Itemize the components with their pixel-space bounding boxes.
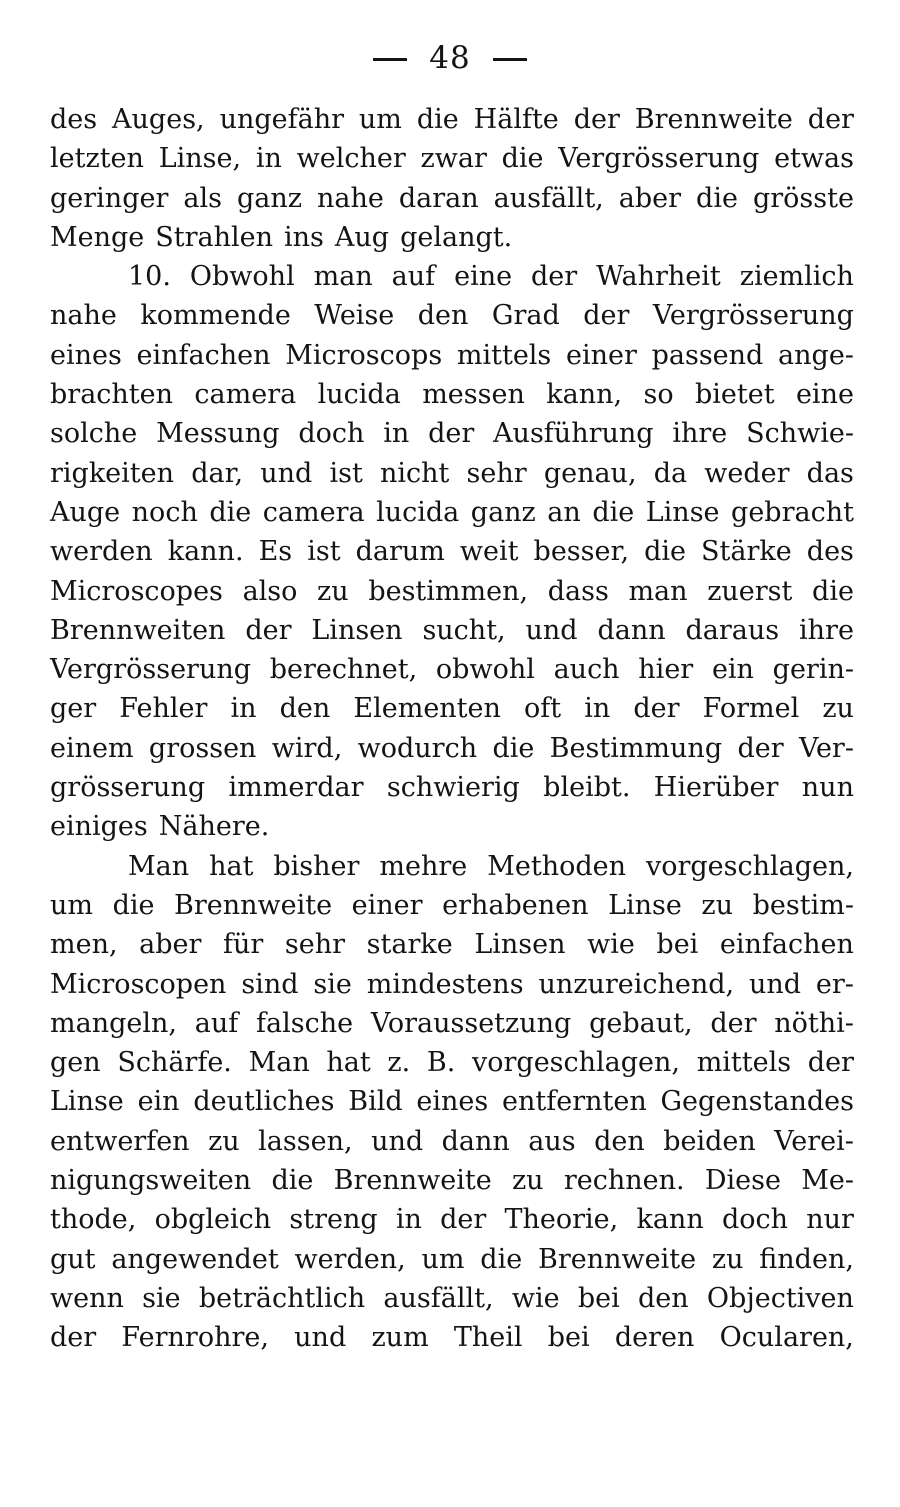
word: die: [492, 732, 535, 764]
word: berechnet,: [269, 654, 418, 686]
word: Brennweiten: [50, 614, 226, 646]
word: auf: [194, 1007, 239, 1039]
word: man: [628, 575, 688, 607]
word: camera: [194, 379, 297, 411]
word: eines: [416, 1086, 489, 1118]
word: Brennweite: [634, 104, 793, 135]
word: men,: [50, 929, 118, 961]
word: der: [737, 732, 784, 764]
word: kann: [636, 1204, 704, 1236]
word: die: [112, 889, 155, 921]
word: Microscopen: [50, 968, 227, 1000]
word: gerin-: [772, 654, 854, 686]
word: dann: [441, 1125, 510, 1157]
word: zu: [711, 1243, 744, 1275]
text-line: [50, 807, 854, 846]
word: in: [383, 418, 410, 450]
word: dar,: [191, 457, 244, 489]
word: die: [696, 182, 738, 214]
word: streng: [289, 1204, 378, 1236]
word: der: [633, 693, 680, 725]
word: rigkeiten: [50, 457, 175, 489]
text-line: [50, 375, 854, 414]
word: beträchtlich: [198, 1282, 366, 1314]
word: Es: [258, 536, 293, 568]
word: der: [245, 614, 292, 646]
word: unzureichend,: [538, 968, 735, 1000]
word: die: [209, 496, 252, 528]
text-line: [50, 1043, 854, 1082]
text-line: [50, 336, 854, 375]
word: für: [223, 929, 264, 961]
word: hier: [638, 654, 694, 686]
text-line: [50, 1004, 854, 1043]
word: ins: [284, 221, 324, 253]
word: etwas: [774, 143, 854, 175]
word: hat: [326, 1047, 371, 1079]
word: lucida: [317, 379, 401, 411]
word: dann: [597, 614, 666, 646]
word: bei: [547, 1322, 590, 1354]
word: die: [271, 1165, 314, 1197]
word: Man: [128, 850, 190, 882]
left-dash: [373, 58, 407, 61]
word: Linse: [645, 496, 720, 528]
text-line: [50, 1082, 854, 1121]
word: als: [183, 182, 222, 214]
word: besser,: [533, 536, 630, 568]
word: nun: [801, 772, 854, 804]
word: obgleich: [154, 1204, 272, 1236]
word: ausfällt,: [383, 1282, 494, 1314]
text-line: [50, 257, 854, 296]
word: Aug: [334, 221, 390, 253]
word: den: [638, 1282, 689, 1314]
word: gebaut,: [589, 1007, 693, 1039]
word: ist: [329, 457, 363, 489]
word: Linse: [50, 1086, 124, 1118]
word: zwar: [420, 143, 487, 175]
word: nicht: [379, 457, 450, 489]
word: B.: [426, 1047, 456, 1079]
word: der: [807, 104, 854, 135]
word: darum: [355, 536, 445, 568]
word: doch: [298, 418, 365, 450]
word: werden: [50, 536, 153, 568]
word: wie: [587, 929, 635, 961]
word: also: [242, 575, 298, 607]
word: Hierüber: [653, 772, 779, 804]
text-line: [50, 689, 854, 728]
word: mittels: [456, 339, 552, 371]
word: falsche: [255, 1007, 354, 1039]
word: eine: [795, 379, 854, 411]
word: Wahrheit: [596, 261, 721, 293]
word: deren: [614, 1322, 695, 1354]
word: erhabenen: [442, 889, 589, 921]
word: z.: [387, 1047, 411, 1079]
word: rechnen.: [563, 1165, 685, 1197]
word: ange-: [778, 339, 854, 371]
text-line: [50, 572, 854, 611]
word: grossen: [148, 732, 257, 764]
word: doch: [721, 1204, 788, 1236]
word: Brennweite: [538, 1243, 697, 1275]
word: Fehler: [119, 693, 208, 725]
word: Microscops: [285, 339, 443, 371]
word: zu: [822, 693, 854, 725]
word: werden,: [294, 1243, 406, 1275]
word: Diese: [704, 1165, 781, 1197]
word: Stärke: [701, 536, 792, 568]
word: Microscopes: [50, 575, 223, 607]
word: Voraussetzung: [370, 1007, 572, 1039]
page-header: [0, 36, 900, 80]
word: Fernrohre,: [121, 1322, 269, 1354]
word: kann,: [546, 379, 623, 411]
word: weder: [704, 457, 790, 489]
word: bei: [656, 929, 699, 961]
word: vorgeschlagen,: [472, 1047, 681, 1079]
word: entwerfen: [50, 1125, 190, 1157]
word: nigungsweiten: [50, 1165, 252, 1197]
word: den: [279, 693, 331, 725]
word: oft: [524, 693, 562, 725]
word: 10.: [128, 261, 171, 293]
word: schwierig: [386, 772, 520, 804]
word: Weise: [314, 300, 395, 332]
word: Auge: [50, 496, 121, 528]
word: des: [50, 104, 98, 135]
word: bleibt.: [543, 772, 631, 804]
word: vorgeschlagen,: [645, 850, 854, 882]
word: Ver-: [798, 732, 854, 764]
word: einer: [566, 339, 637, 371]
text-line: [50, 925, 854, 964]
word: welcher: [296, 143, 406, 175]
word: sehr: [466, 457, 527, 489]
word: Me-: [801, 1165, 854, 1197]
word: dass: [547, 575, 609, 607]
word: einer: [351, 889, 423, 921]
word: wird,: [271, 732, 343, 764]
word: die: [592, 496, 635, 528]
word: in: [584, 693, 611, 725]
word: ein: [711, 654, 754, 686]
word: eines: [50, 339, 122, 371]
word: zu: [701, 889, 734, 921]
word: starke: [366, 929, 453, 961]
word: die: [812, 575, 854, 607]
word: Messung: [156, 418, 280, 450]
word: ist: [307, 536, 341, 568]
word: Bild: [348, 1086, 403, 1118]
word: der: [428, 418, 475, 450]
word: Theil: [453, 1322, 523, 1354]
word: aber: [618, 182, 682, 214]
word: grösserung: [50, 772, 206, 804]
word: camera: [262, 496, 365, 528]
word: daraus: [685, 614, 780, 646]
word: ihre: [799, 614, 854, 646]
word: um: [358, 104, 402, 135]
word: aus: [528, 1125, 576, 1157]
word: nahe: [50, 300, 117, 332]
text-line: [50, 493, 854, 532]
word: Vergrösserung: [652, 300, 854, 332]
word: lassen,: [258, 1125, 353, 1157]
word: in: [395, 1204, 422, 1236]
word: einfachen: [136, 339, 271, 371]
word: passend: [651, 339, 764, 371]
text-line: [50, 1279, 854, 1318]
word: gebracht: [731, 496, 854, 528]
word: Methoden: [487, 850, 626, 882]
word: Objectiven: [706, 1282, 854, 1314]
word: gelangt.: [400, 221, 513, 253]
word: man: [313, 261, 373, 293]
word: und: [371, 1125, 424, 1157]
word: zu: [317, 575, 349, 607]
word: kann.: [167, 536, 244, 568]
text-line: [50, 179, 854, 218]
word: des: [806, 536, 854, 568]
text-line: [50, 414, 854, 453]
word: Schärfe.: [117, 1047, 232, 1079]
word: bei: [577, 1282, 620, 1314]
word: angewendet: [111, 1243, 279, 1275]
word: genau,: [543, 457, 637, 489]
word: der: [531, 261, 578, 293]
word: um: [421, 1243, 465, 1275]
word: Formel: [702, 693, 800, 725]
word: ganz: [470, 496, 536, 528]
word: auch: [553, 654, 620, 686]
word: gen: [50, 1047, 101, 1079]
word: ger: [50, 693, 97, 725]
text-line: [50, 218, 854, 257]
word: hat: [209, 850, 254, 882]
word: lucida: [376, 496, 460, 528]
word: Schwie-: [746, 418, 854, 450]
word: wie: [511, 1282, 560, 1314]
word: Bestimmung: [549, 732, 723, 764]
word: immerdar: [228, 772, 364, 804]
word: deutliches: [193, 1086, 335, 1118]
word: bietet: [694, 379, 775, 411]
word: der: [583, 300, 630, 332]
word: Linse: [608, 889, 682, 921]
word: in: [255, 143, 282, 175]
word: obwohl: [435, 654, 535, 686]
text-line: [50, 1240, 854, 1279]
word: Gegenstandes: [660, 1086, 854, 1118]
word: ausfällt,: [493, 182, 604, 214]
word: beiden: [663, 1125, 756, 1157]
text-line: [50, 650, 854, 689]
word: weit: [459, 536, 519, 568]
word: Ocularen,: [719, 1322, 854, 1354]
word: Vergrösserung: [558, 143, 760, 175]
word: Menge: [50, 221, 145, 253]
text-line: [50, 729, 854, 768]
word: Vergrösserung: [50, 654, 252, 686]
page-number: 48: [429, 40, 471, 76]
word: den: [594, 1125, 645, 1157]
word: Verei-: [774, 1125, 854, 1157]
word: nöthi-: [774, 1007, 854, 1039]
word: Man: [248, 1047, 310, 1079]
body-text: [50, 100, 854, 1358]
text-line: [50, 1161, 854, 1200]
word: Elementen: [353, 693, 501, 725]
word: das: [806, 457, 854, 489]
word: sind: [241, 968, 299, 1000]
word: Obwohl: [189, 261, 295, 293]
word: Linsen: [311, 614, 403, 646]
word: eine: [454, 261, 513, 293]
word: die: [416, 104, 459, 135]
text-line: [50, 454, 854, 493]
word: grösste: [752, 182, 854, 214]
word: ungefähr: [219, 104, 344, 135]
text-line: [50, 1318, 854, 1357]
word: thode,: [50, 1204, 137, 1236]
word: Grad: [491, 300, 560, 332]
word: einem: [50, 732, 134, 764]
word: die: [501, 143, 544, 175]
word: auf: [391, 261, 436, 293]
word: Nähere.: [158, 811, 270, 843]
word: nahe: [316, 182, 384, 214]
text-line: [50, 886, 854, 925]
word: er-: [815, 968, 854, 1000]
word: und: [294, 1322, 347, 1354]
word: bisher: [273, 850, 360, 882]
text-line: [50, 1200, 854, 1239]
word: und: [748, 968, 802, 1000]
word: und: [525, 614, 578, 646]
word: um: [50, 889, 93, 921]
text-line: [50, 847, 854, 886]
text-line: [50, 1122, 854, 1161]
word: Brennweite: [174, 889, 333, 921]
word: Ausführung: [493, 418, 654, 450]
word: mindestens: [366, 968, 524, 1000]
word: und: [260, 457, 313, 489]
word: ganz: [236, 182, 302, 214]
word: geringer: [50, 182, 169, 214]
word: einiges: [50, 811, 148, 843]
text-line: [50, 100, 854, 139]
word: zu: [208, 1125, 240, 1157]
word: zuerst: [707, 575, 793, 607]
word: nur: [806, 1204, 854, 1236]
word: der: [573, 104, 620, 135]
word: ein: [137, 1086, 180, 1118]
text-line: [50, 768, 854, 807]
word: der: [440, 1204, 487, 1236]
word: Brennweite: [333, 1165, 492, 1197]
word: an: [547, 496, 581, 528]
word: kommende: [140, 300, 291, 332]
word: wenn: [50, 1282, 124, 1314]
word: sie: [313, 968, 352, 1000]
word: wodurch: [357, 732, 478, 764]
word: sucht,: [422, 614, 506, 646]
text-line: [50, 965, 854, 1004]
word: Theorie,: [504, 1204, 619, 1236]
word: zum: [371, 1322, 429, 1354]
word: solche: [50, 418, 138, 450]
word: noch: [131, 496, 198, 528]
word: der: [807, 1047, 854, 1079]
right-dash: [493, 58, 527, 61]
word: sehr: [284, 929, 346, 961]
word: mangeln,: [50, 1007, 177, 1039]
word: in: [230, 693, 257, 725]
word: entfernten: [502, 1086, 647, 1118]
word: einfachen: [719, 929, 854, 961]
word: messen: [422, 379, 525, 411]
word: ziemlich: [739, 261, 854, 293]
word: Hälfte: [473, 104, 559, 135]
word: die: [644, 536, 686, 568]
word: Linse,: [158, 143, 242, 175]
word: zu: [511, 1165, 544, 1197]
word: der: [710, 1007, 757, 1039]
word: bestimmen,: [368, 575, 529, 607]
word: Linsen: [474, 929, 566, 961]
word: da: [653, 457, 688, 489]
word: mehre: [379, 850, 468, 882]
word: gut: [50, 1243, 96, 1275]
word: Auges,: [112, 104, 205, 135]
word: brachten: [50, 379, 174, 411]
word: Strahlen: [155, 221, 274, 253]
text-line: [50, 611, 854, 650]
word: aber: [139, 929, 202, 961]
text-line: [50, 296, 854, 335]
word: finden,: [759, 1243, 854, 1275]
word: der: [50, 1322, 97, 1354]
word: so: [643, 379, 674, 411]
word: mittels: [696, 1047, 792, 1079]
word: sie: [142, 1282, 181, 1314]
text-line: [50, 139, 854, 178]
word: letzten: [50, 143, 144, 175]
word: ihre: [672, 418, 728, 450]
word: daran: [398, 182, 479, 214]
word: bestim-: [752, 889, 854, 921]
text-line: [50, 532, 854, 571]
word: den: [417, 300, 469, 332]
word: die: [480, 1243, 523, 1275]
